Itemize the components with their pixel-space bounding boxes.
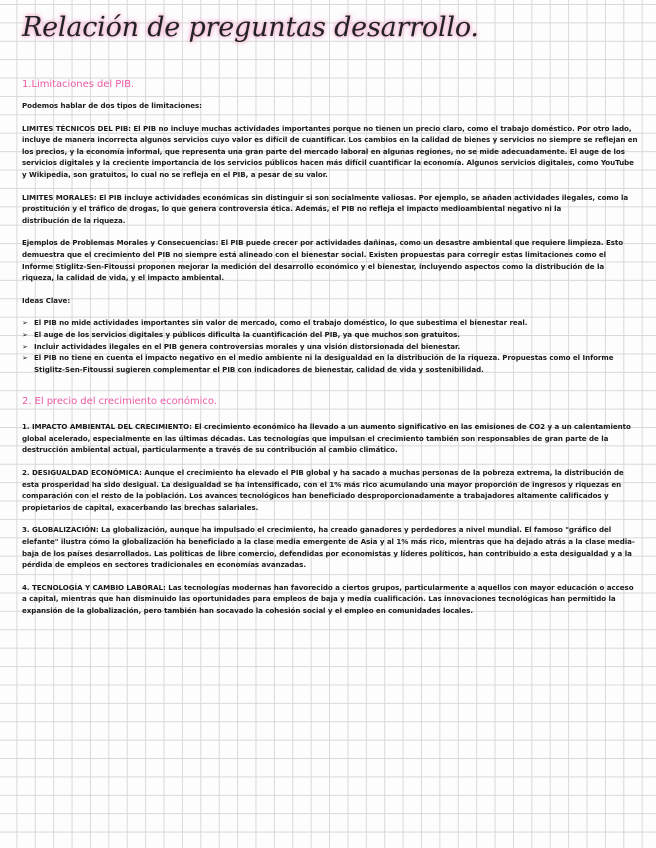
paragraph-globalizacion [22, 524, 638, 570]
paragraph-tecnologia [22, 582, 638, 617]
page-title: Relación de preguntas desarrollo. [22, 12, 479, 43]
list-item [22, 317, 638, 329]
item-label: 4. TECNOLOGÍA Y CAMBIO LABORAL: [22, 582, 166, 592]
paragraph-limites-tecnicos [22, 123, 638, 181]
paragraph-ejemplos: Ejemplos de Problemas Morales y Consecuencias: El PIB puede crecer por actividades dañinas, como un desastre ambiental que requiere limpieza. Esto demuestra que el crecimiento del PIB no siempre está alineado con el bienestar social. Existen propuestas para corregir estas limitaciones como el Informe Stiglitz-Sen-Fitoussi proponen mejorar la medición del desarrollo económico y el bienestar, incluyendo aspectos como la distribución de la riqueza, la calidad de vida, y el impacto ambiental. [22, 238, 624, 283]
list-item [22, 329, 638, 341]
limites-morales-label: LIMITES MORALES: [22, 192, 97, 202]
list-item [22, 341, 638, 353]
list-item-text: Incluir actividades ilegales en el PIB genera controversias morales y una visión distorsionada del bienestar. [34, 341, 461, 351]
limites-morales-text: El PIB incluye actividades económicas sin distinguir si son socialmente valiosas. Por ejemplo, se añaden actividades ilegales, como la prostitución y el tráfico de drogas, lo que genera controversia ética. Además, el PIB no refleja el impacto medioambiental negativo ni la [22, 192, 629, 214]
ideas-clave-label: Ideas Clave: [22, 295, 71, 305]
item-text: La globalización, aunque ha impulsado el crecimiento, ha creado ganadores y perdedores a nivel mundial. El famoso "gráfico del elefante" ilustra cómo la globalización ha beneficiado a la clase media emergente de Asia y al 1% más rico, mientras que ha dejado atrás a la clase media-baja de los países desarrollados. Las políticas de libre comercio, defendidas por economistas y líderes políticos, han contribuido a esta desigualdad y a la pérdida de empleos en sectores tradicionales en economías avanzadas. [22, 525, 635, 570]
limites-morales-text-end: distribución de la riqueza. [22, 215, 126, 225]
arrow-bullet-icon: ➢ [22, 353, 28, 363]
section-2-heading: 2. El precio del crecimiento económico. [22, 396, 217, 408]
arrow-bullet-icon: ➢ [22, 329, 28, 339]
item-text: Aunque el crecimiento ha elevado el PIB global y ha sacado a muchas personas de la pobreza extrema, la distribución de esta prosperidad ha sido desigual. La desigualdad se ha intensificado, con el 1% más rico acumulando una mayor proporción de ingresos y riquezas en comparación con el resto de la población. Los avances tecnológicos han beneficiado desproporcionadamente a trabajadores altamente calificados y propietarios de capital, exacerbando las brechas salariales. [22, 468, 624, 512]
paragraph-impacto-ambiental [22, 421, 638, 456]
document-body [22, 78, 638, 628]
list-item-text: El PIB no mide actividades importantes sin valor de mercado, como el trabajo doméstico, lo que subestima el bienestar real. [34, 318, 528, 328]
list-item [22, 352, 638, 375]
item-text: El crecimiento económico ha llevado a un aumento significativo en las emisiones de CO2 y a un calentamiento global acelerado, especialmente en las últimas décadas. Las tecnologías que impulsan el crecimiento también son responsables de gran parte de la destrucción ambiental actual, particularmente a través de su contribución al cambio climático. [22, 422, 631, 455]
paragraph-limites-morales [22, 192, 638, 227]
limites-tecnicos-label: LIMITES TÉCNICOS DEL PIB: [22, 123, 131, 133]
item-text: Las tecnologías modernas han favorecido a ciertos grupos, particularmente a aquellos con mayor educación o acceso a capital, mientras que han disminuido las oportunidades para empleos de baja y media cualificación. Las innovaciones tecnológicas han permitido la expansión de la globalización, pero también han socavado la cohesión social y el empleo en comunidades locales. [22, 582, 634, 615]
item-label: 2. DESIGUALDAD ECONÓMICA: [22, 468, 142, 478]
section-1-intro: Podemos hablar de dos tipos de limitaciones: [22, 101, 202, 110]
arrow-bullet-icon: ➢ [22, 318, 28, 328]
paragraph-desigualdad [22, 467, 638, 513]
section-1-heading: 1.Limitaciones del PIB. [22, 79, 135, 90]
list-item-text: El auge de los servicios digitales y públicos dificulta la cuantificación del PIB, ya que muchos son gratuitos. [34, 329, 460, 339]
arrow-bullet-icon: ➢ [22, 341, 28, 351]
limites-tecnicos-text: El PIB no incluye muchas actividades importantes porque no tienen un precio claro, como el trabajo doméstico. Por otro lado, incluye de manera incorrecta algunos servicios cuyo valor es difícil de cuantificar. Los cambios en la calidad de bienes y servicios no siempre se reflejan en los precios, y la economía informal, que representa una gran parte del mercado laboral en algunas regiones, no se mide adecuadamente. El auge de los servicios digitales y la creciente importancia de los servicios públicos hacen más difícil cuantificar la economía. Algunos servicios digitales, como YouTube y Wikipedia, son gratuitos, lo cual no se refleja en el PIB, a pesar de su valor. [22, 123, 638, 179]
list-item-text: El PIB no tiene en cuenta el impacto negativo en el medio ambiente ni la desigualdad en la distribución de la riqueza. Propuestas como el Informe Stiglitz-Sen-Fitoussi sugieren complementar el PIB con indicadores de bienestar, calidad de vida y sostenibilidad. [34, 353, 614, 374]
ideas-clave-list [22, 317, 638, 375]
item-label: 1. IMPACTO AMBIENTAL DEL CRECIMIENTO: [22, 422, 192, 432]
item-label: 3. GLOBALIZACIÓN: [22, 525, 99, 535]
